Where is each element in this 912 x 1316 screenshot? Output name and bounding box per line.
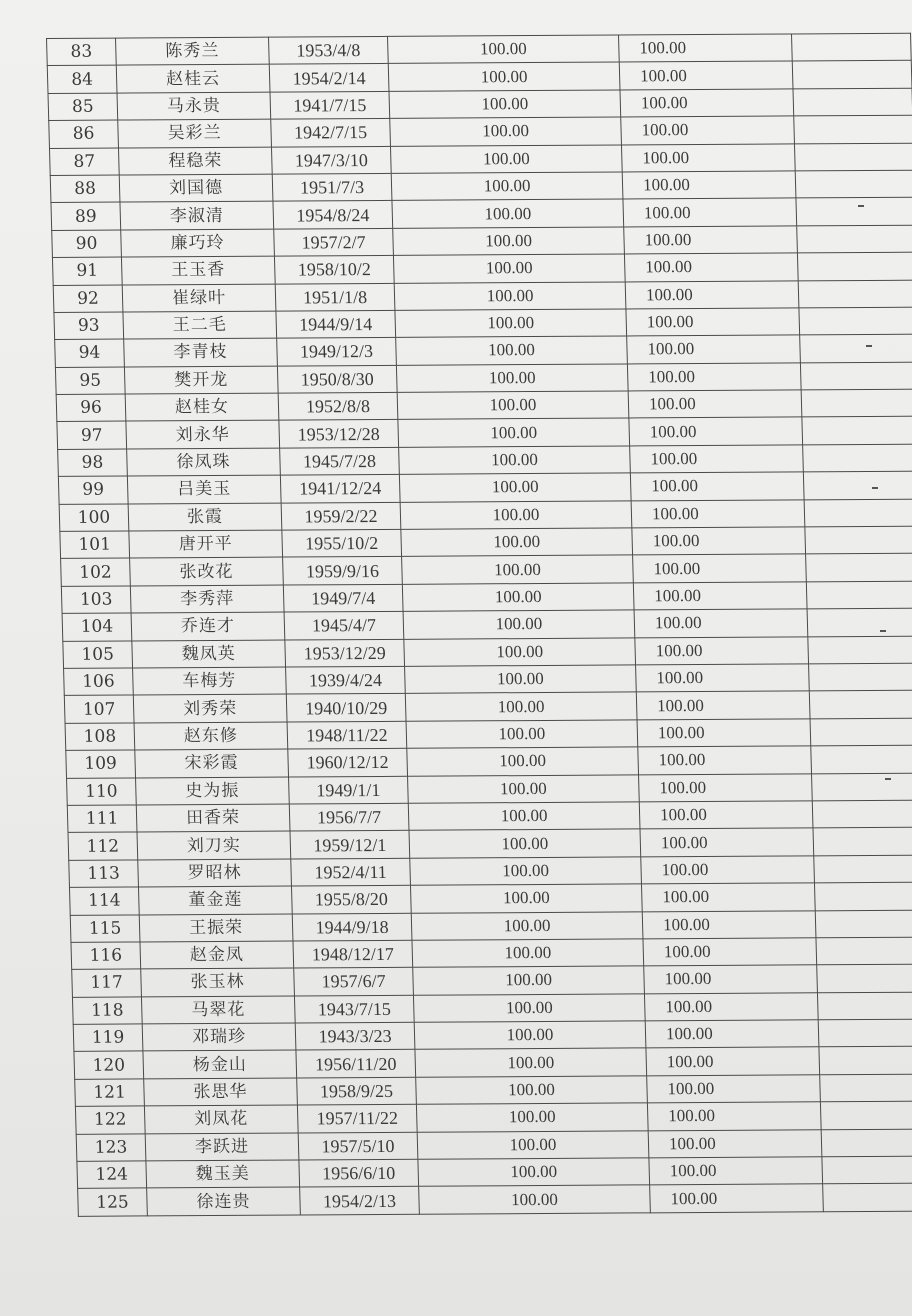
amount-b: 100.00	[629, 417, 803, 445]
amount-a: 100.00	[406, 720, 638, 749]
person-name: 崔绿叶	[122, 284, 276, 312]
birth-date: 1947/3/10	[271, 146, 391, 174]
birth-date: 1949/7/4	[283, 584, 403, 612]
empty-cell	[805, 526, 912, 554]
amount-b: 100.00	[648, 1129, 822, 1157]
amount-b: 100.00	[644, 992, 818, 1020]
person-name: 李秀萍	[130, 585, 284, 613]
birth-date: 1948/12/17	[293, 940, 413, 968]
person-name: 唐开平	[129, 530, 283, 558]
birth-date: 1959/12/1	[290, 831, 410, 859]
person-name: 车梅芳	[133, 667, 287, 695]
amount-a: 100.00	[402, 555, 634, 584]
row-number: 106	[64, 668, 134, 696]
amount-a: 100.00	[393, 254, 625, 283]
empty-cell	[809, 663, 912, 691]
amount-b: 100.00	[627, 335, 801, 363]
birth-date: 1959/9/16	[283, 557, 403, 585]
row-number: 108	[65, 723, 135, 751]
row-number: 87	[49, 148, 119, 176]
amount-b: 100.00	[621, 116, 795, 144]
person-name: 刘刀实	[137, 831, 291, 859]
amount-b: 100.00	[638, 746, 812, 774]
empty-cell	[797, 225, 912, 253]
amount-a: 100.00	[389, 90, 621, 119]
person-name: 刘国德	[119, 174, 273, 202]
person-name: 张改花	[130, 557, 284, 585]
empty-cell	[796, 198, 912, 226]
row-number: 102	[61, 558, 131, 586]
person-name: 李跃进	[145, 1133, 299, 1161]
row-number: 103	[61, 586, 131, 614]
empty-cell	[793, 88, 912, 116]
empty-cell	[817, 992, 912, 1020]
margin-mark	[872, 487, 878, 489]
amount-a: 100.00	[390, 145, 622, 174]
amount-a: 100.00	[400, 501, 632, 530]
amount-a: 100.00	[416, 1076, 648, 1105]
empty-cell	[799, 307, 912, 335]
person-name: 王玉香	[121, 256, 275, 284]
person-name: 杨金山	[143, 1050, 297, 1078]
row-number: 100	[59, 504, 129, 532]
amount-b: 100.00	[624, 226, 798, 254]
birth-date: 1956/6/10	[299, 1159, 419, 1187]
person-name: 乔连才	[131, 612, 285, 640]
row-number: 83	[47, 38, 117, 66]
table-row	[78, 1183, 912, 1216]
amount-a: 100.00	[392, 199, 624, 228]
empty-cell	[813, 827, 912, 855]
birth-date: 1952/4/11	[291, 858, 411, 886]
amount-a: 100.00	[397, 391, 629, 420]
birth-date: 1945/7/28	[280, 447, 400, 475]
amount-b: 100.00	[631, 500, 805, 528]
row-number: 91	[52, 257, 122, 285]
person-name: 刘永华	[126, 421, 280, 449]
amount-a: 100.00	[399, 473, 631, 502]
amount-b: 100.00	[647, 1102, 821, 1130]
empty-cell	[821, 1129, 912, 1157]
person-name: 刘秀荣	[133, 694, 287, 722]
empty-cell	[814, 855, 912, 883]
row-number: 86	[49, 120, 119, 148]
margin-mark	[885, 778, 891, 780]
birth-date: 1956/7/7	[289, 803, 409, 831]
person-name: 李淑清	[120, 201, 274, 229]
amount-a: 100.00	[393, 227, 625, 256]
empty-cell	[804, 499, 912, 527]
amount-a: 100.00	[410, 857, 642, 886]
person-name: 张霞	[128, 503, 282, 531]
empty-cell	[809, 690, 912, 718]
row-number: 112	[68, 832, 138, 860]
amount-a: 100.00	[410, 884, 642, 913]
row-number: 96	[56, 394, 126, 422]
empty-cell	[816, 937, 912, 965]
row-number: 92	[53, 285, 123, 313]
amount-a: 100.00	[390, 117, 622, 146]
row-number: 99	[58, 476, 128, 504]
amount-b: 100.00	[628, 390, 802, 418]
amount-a: 100.00	[408, 774, 640, 803]
person-name: 刘凤花	[144, 1105, 298, 1133]
birth-date: 1960/12/12	[288, 748, 408, 776]
amount-a: 100.00	[401, 528, 633, 557]
person-name: 史为振	[136, 777, 290, 805]
empty-cell	[794, 115, 912, 143]
row-number: 88	[50, 175, 120, 203]
row-number: 115	[70, 914, 140, 942]
amount-b: 100.00	[634, 609, 808, 637]
row-number: 97	[57, 421, 127, 449]
amount-a: 100.00	[418, 1158, 650, 1187]
amount-b: 100.00	[627, 363, 801, 391]
amount-a: 100.00	[412, 939, 644, 968]
birth-date: 1940/10/29	[286, 694, 406, 722]
row-number: 95	[55, 367, 125, 395]
birth-date: 1941/12/24	[280, 475, 400, 503]
amount-a: 100.00	[395, 309, 627, 338]
empty-cell	[800, 334, 912, 362]
empty-cell	[808, 636, 912, 664]
birth-date: 1953/12/29	[285, 639, 405, 667]
empty-cell	[797, 252, 912, 280]
margin-mark	[880, 630, 886, 632]
margin-mark	[858, 205, 864, 207]
amount-a: 100.00	[408, 802, 640, 831]
amount-a: 100.00	[403, 610, 635, 639]
empty-cell	[814, 882, 912, 910]
person-name: 樊开龙	[124, 366, 278, 394]
row-number: 105	[63, 641, 133, 669]
birth-date: 1957/6/7	[294, 968, 414, 996]
birth-date: 1957/5/10	[298, 1132, 418, 1160]
amount-b: 100.00	[623, 198, 797, 226]
amount-a: 100.00	[398, 418, 630, 447]
roster-sheet	[46, 33, 912, 1217]
amount-a: 100.00	[391, 172, 623, 201]
birth-date: 1945/4/7	[284, 612, 404, 640]
amount-a: 100.00	[404, 638, 636, 667]
birth-date: 1958/9/25	[297, 1077, 417, 1105]
amount-b: 100.00	[643, 938, 817, 966]
person-name: 吴彩兰	[118, 119, 272, 147]
row-number: 93	[54, 312, 124, 340]
roster-table	[46, 33, 912, 1217]
birth-date: 1957/2/7	[274, 228, 394, 256]
person-name: 田香荣	[136, 804, 290, 832]
row-number: 111	[67, 805, 137, 833]
amount-a: 100.00	[413, 966, 645, 995]
birth-date: 1954/8/24	[273, 201, 393, 229]
row-number: 109	[66, 750, 136, 778]
amount-b: 100.00	[625, 280, 799, 308]
person-name: 徐连贵	[147, 1187, 301, 1215]
amount-a: 100.00	[388, 62, 620, 91]
empty-cell	[800, 362, 912, 390]
row-number: 117	[72, 969, 142, 997]
empty-cell	[811, 745, 912, 773]
person-name: 宋彩霞	[135, 749, 289, 777]
row-number: 90	[52, 230, 122, 258]
empty-cell	[806, 554, 912, 582]
person-name: 张思华	[144, 1078, 298, 1106]
birth-date: 1944/9/18	[292, 913, 412, 941]
empty-cell	[822, 1156, 912, 1184]
birth-date: 1959/2/22	[281, 502, 401, 530]
margin-mark	[866, 345, 872, 347]
row-number: 124	[77, 1161, 147, 1189]
birth-date: 1953/4/8	[269, 36, 389, 64]
person-name: 李青枝	[124, 338, 278, 366]
amount-b: 100.00	[621, 143, 795, 171]
amount-b: 100.00	[646, 1047, 820, 1075]
person-name: 董金莲	[138, 886, 292, 914]
roster-table-body	[47, 33, 912, 1216]
person-name: 廉巧玲	[121, 229, 275, 257]
empty-cell	[792, 61, 912, 89]
person-name: 魏玉美	[146, 1160, 300, 1188]
empty-cell	[794, 143, 912, 171]
amount-a: 100.00	[407, 747, 639, 776]
amount-a: 100.00	[394, 281, 626, 310]
amount-b: 100.00	[630, 472, 804, 500]
amount-a: 100.00	[417, 1130, 649, 1159]
amount-a: 100.00	[402, 583, 634, 612]
empty-cell	[823, 1183, 912, 1211]
empty-cell	[803, 444, 912, 472]
amount-b: 100.00	[647, 1075, 821, 1103]
amount-a: 100.00	[405, 665, 637, 694]
birth-date: 1952/8/8	[278, 392, 398, 420]
empty-cell	[815, 910, 912, 938]
amount-b: 100.00	[644, 965, 818, 993]
amount-a: 100.00	[411, 911, 643, 940]
amount-a: 100.00	[415, 1048, 647, 1077]
amount-b: 100.00	[639, 773, 813, 801]
birth-date: 1953/12/28	[279, 420, 399, 448]
birth-date: 1955/8/20	[291, 885, 411, 913]
row-number: 110	[67, 778, 137, 806]
row-number: 125	[78, 1188, 148, 1216]
birth-date: 1956/11/20	[296, 1050, 416, 1078]
empty-cell	[795, 170, 912, 198]
row-number: 122	[75, 1106, 145, 1134]
birth-date: 1942/7/15	[271, 119, 391, 147]
birth-date: 1957/11/22	[297, 1104, 417, 1132]
birth-date: 1943/7/15	[294, 995, 414, 1023]
birth-date: 1939/4/24	[286, 666, 406, 694]
birth-date: 1958/10/2	[274, 256, 394, 284]
empty-cell	[801, 389, 912, 417]
person-name: 魏凤英	[132, 640, 286, 668]
birth-date: 1943/3/23	[295, 1022, 415, 1050]
empty-cell	[807, 608, 912, 636]
amount-a: 100.00	[416, 1103, 648, 1132]
row-number: 85	[48, 93, 118, 121]
row-number: 104	[62, 613, 132, 641]
amount-b: 100.00	[641, 856, 815, 884]
row-number: 107	[64, 695, 134, 723]
amount-a: 100.00	[396, 364, 628, 393]
row-number: 116	[71, 942, 141, 970]
empty-cell	[817, 964, 912, 992]
row-number: 114	[69, 887, 139, 915]
birth-date: 1949/12/3	[277, 338, 397, 366]
empty-cell	[812, 800, 912, 828]
amount-b: 100.00	[635, 636, 809, 664]
person-name: 马永贵	[117, 92, 271, 120]
birth-date: 1950/8/30	[277, 365, 397, 393]
person-name: 马翠花	[141, 996, 295, 1024]
person-name: 吕美玉	[127, 475, 281, 503]
empty-cell	[803, 471, 912, 499]
amount-b: 100.00	[636, 664, 810, 692]
row-number: 89	[51, 202, 121, 230]
empty-cell	[818, 1019, 912, 1047]
amount-a: 100.00	[419, 1185, 651, 1214]
amount-b: 100.00	[649, 1157, 823, 1185]
birth-date: 1951/7/3	[272, 173, 392, 201]
amount-b: 100.00	[640, 828, 814, 856]
birth-date: 1954/2/14	[269, 64, 389, 92]
empty-cell	[806, 581, 912, 609]
amount-b: 100.00	[637, 719, 811, 747]
amount-b: 100.00	[632, 527, 806, 555]
empty-cell	[819, 1047, 912, 1075]
birth-date: 1941/7/15	[270, 91, 390, 119]
birth-date: 1955/10/2	[282, 529, 402, 557]
amount-b: 100.00	[624, 253, 798, 281]
amount-b: 100.00	[626, 308, 800, 336]
amount-b: 100.00	[641, 883, 815, 911]
row-number: 84	[47, 65, 117, 93]
empty-cell	[810, 718, 912, 746]
amount-b: 100.00	[636, 691, 810, 719]
birth-date: 1951/1/8	[275, 283, 395, 311]
person-name: 徐凤珠	[127, 448, 281, 476]
row-number: 94	[55, 339, 125, 367]
amount-a: 100.00	[413, 994, 645, 1023]
person-name: 王二毛	[123, 311, 277, 339]
person-name: 张玉林	[141, 968, 295, 996]
row-number: 98	[58, 449, 128, 477]
row-number: 123	[76, 1134, 146, 1162]
person-name: 赵金凤	[140, 941, 294, 969]
person-name: 邓瑞珍	[142, 1023, 296, 1051]
person-name: 陈秀兰	[116, 37, 270, 65]
row-number: 101	[60, 531, 130, 559]
row-number: 113	[69, 860, 139, 888]
amount-b: 100.00	[642, 910, 816, 938]
amount-a: 100.00	[414, 1021, 646, 1050]
amount-a: 100.00	[388, 35, 620, 64]
amount-b: 100.00	[622, 171, 796, 199]
amount-a: 100.00	[399, 446, 631, 475]
person-name: 王振荣	[139, 914, 293, 942]
birth-date: 1954/2/13	[300, 1187, 420, 1215]
person-name: 赵东修	[134, 722, 288, 750]
amount-b: 100.00	[645, 1020, 819, 1048]
row-number: 118	[72, 997, 142, 1025]
amount-b: 100.00	[619, 61, 793, 89]
amount-b: 100.00	[620, 89, 794, 117]
empty-cell	[820, 1074, 912, 1102]
amount-b: 100.00	[619, 34, 793, 62]
person-name: 罗昭林	[138, 859, 292, 887]
amount-a: 100.00	[396, 336, 628, 365]
amount-b: 100.00	[630, 445, 804, 473]
amount-a: 100.00	[405, 692, 637, 721]
empty-cell	[812, 773, 912, 801]
birth-date: 1948/11/22	[287, 721, 407, 749]
empty-cell	[791, 33, 911, 61]
amount-b: 100.00	[650, 1184, 824, 1212]
amount-b: 100.00	[633, 582, 807, 610]
row-number: 121	[75, 1079, 145, 1107]
row-number: 119	[73, 1024, 143, 1052]
amount-b: 100.00	[639, 801, 813, 829]
person-name: 赵桂云	[116, 65, 270, 93]
amount-a: 100.00	[409, 829, 641, 858]
person-name: 程稳荣	[118, 147, 272, 175]
empty-cell	[798, 280, 912, 308]
amount-b: 100.00	[633, 554, 807, 582]
birth-date: 1944/9/14	[276, 310, 396, 338]
row-number: 120	[74, 1051, 144, 1079]
empty-cell	[820, 1101, 912, 1129]
birth-date: 1949/1/1	[289, 776, 409, 804]
empty-cell	[802, 417, 912, 445]
person-name: 赵桂女	[125, 393, 279, 421]
